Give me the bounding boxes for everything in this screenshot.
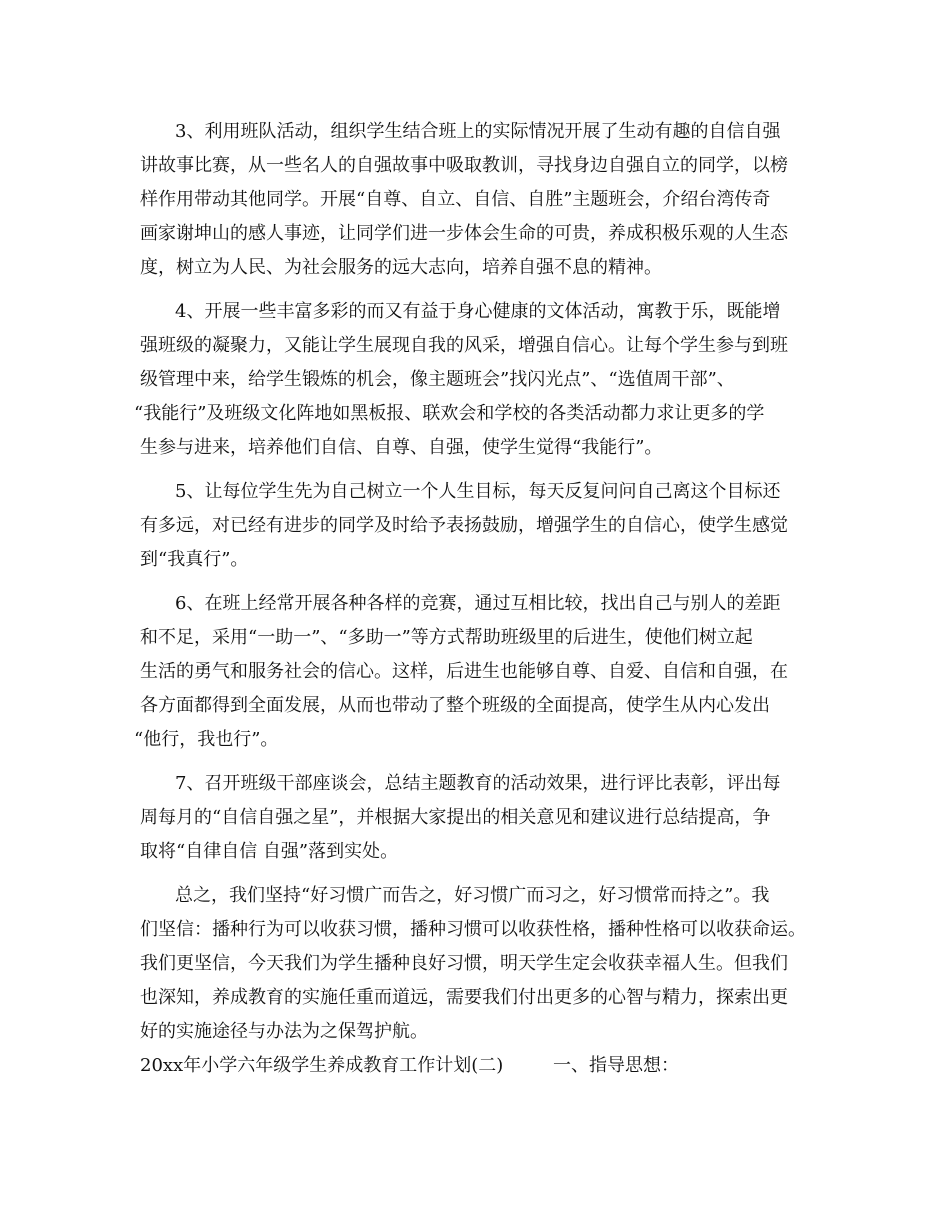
paragraph-6-line-4: 也深知，养成教育的实施任重而道远，需要我们付出更多的心智与精力，探索出更	[140, 987, 788, 1008]
paragraph-5-line-2: 周每月的“自信自强之星”，并根据大家提出的相关意见和建议进行总结提高，争	[140, 807, 771, 828]
paragraph-2-line-2: 强班级的凝聚力，又能让学生展现自我的风采，增强自信心。让每个学生参与到班	[140, 335, 788, 356]
paragraph-5-line-3: 取将“自律自信 自强”落到实处。	[140, 841, 399, 862]
paragraph-2-line-1: 4、开展一些丰富多彩的而又有益于身心健康的文体活动，寓教于乐，既能增	[175, 301, 781, 322]
paragraph-3-line-1: 5、让每位学生先为自己树立一个人生目标，每天反复问问自己离这个目标还	[175, 481, 781, 502]
paragraph-1-line-2: 讲故事比赛，从一些名人的自强故事中吸取教训，寻找身边自强自立的同学，以榜	[140, 155, 788, 176]
paragraph-4-line-3: 生活的勇气和服务社会的信心。这样，后进生也能够自尊、自爱、自信和自强，在	[140, 661, 788, 682]
paragraph-1-line-3: 样作用带动其他同学。开展“自尊、自立、自信、自胜”主题班会，介绍台湾传奇	[140, 189, 771, 210]
next-document-title: 20xx年小学六年级学生养成教育工作计划(二)	[140, 1055, 504, 1076]
paragraph-4-line-1: 6、在班上经常开展各种各样的竞赛，通过互相比较，找出自己与别人的差距	[175, 593, 781, 614]
paragraph-3-line-2: 有多远，对已经有进步的同学及时给予表扬鼓励，增强学生的自信心，使学生感觉	[140, 515, 788, 536]
paragraph-4-line-5: “他行，我也行”。	[134, 729, 279, 750]
paragraph-2-line-3: 级管理中来，给学生锻炼的机会，像主题班会”找闪光点”、“选值周干部”、	[140, 369, 735, 390]
paragraph-5-line-1: 7、召开班级干部座谈会，总结主题教育的活动效果，进行评比表彰，评出每	[175, 773, 781, 794]
paragraph-1-line-4: 画家谢坤山的感人事迹，让同学们进一步体会生命的可贵，养成积极乐观的人生态	[140, 223, 788, 244]
section-heading: 一、指导思想：	[553, 1055, 679, 1076]
paragraph-4-line-2: 和不足，采用“一助一”、“多助一”等方式帮助班级里的后进生，使他们树立起	[140, 627, 753, 648]
paragraph-2-line-5: 生参与进来，培养他们自信、自尊、自强，使学生觉得“我能行”。	[140, 437, 663, 458]
paragraph-6-line-2: 们坚信：播种行为可以收获习惯，播种习惯可以收获性格，播种性格可以收获命运。	[140, 919, 806, 940]
paragraph-4-line-4: 各方面都得到全面发展，从而也带动了整个班级的全面提高，使学生从内心发出	[140, 695, 770, 716]
paragraph-1-line-1: 3、利用班队活动，组织学生结合班上的实际情况开展了生动有趣的自信自强	[175, 121, 781, 142]
paragraph-6-line-5: 好的实施途径与办法为之保驾护航。	[140, 1021, 428, 1042]
paragraph-6-line-3: 我们更坚信，今天我们为学生播种良好习惯，明天学生定会收获幸福人生。但我们	[140, 953, 788, 974]
paragraph-1-line-5: 度，树立为人民、为社会服务的远大志向，培养自强不息的精神。	[140, 257, 662, 278]
paragraph-2-line-4: “我能行”及班级文化阵地如黑板报、联欢会和学校的各类活动都力求让更多的学	[134, 403, 765, 424]
paragraph-3-line-3: 到“我真行”。	[140, 549, 249, 570]
paragraph-6-line-1: 总之，我们坚持“好习惯广而告之，好习惯广而习之，好习惯常而持之”。我	[175, 885, 770, 906]
